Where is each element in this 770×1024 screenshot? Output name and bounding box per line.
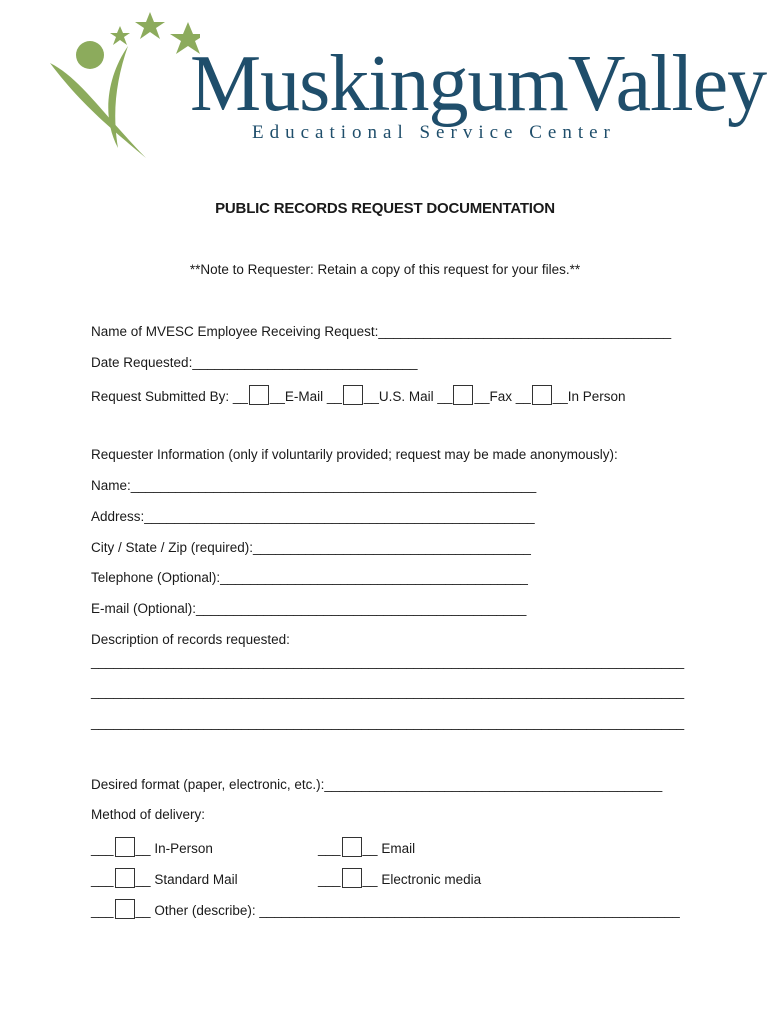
us-mail-checkbox[interactable] <box>343 385 363 405</box>
delivery-electronic-media-checkbox[interactable] <box>342 868 362 888</box>
delivery-electronic-media-label: Electronic media <box>381 872 482 887</box>
submitted-by-label: Request Submitted By: __ <box>91 389 248 404</box>
blank-lead: ___ <box>318 872 341 887</box>
delivery-in-person-row <box>91 837 213 857</box>
delivery-other-checkbox[interactable] <box>115 899 135 919</box>
delivery-electronic-media-row <box>318 868 481 888</box>
blank-tail: __ <box>135 903 151 918</box>
email-option-label: __E-Mail __ <box>269 389 342 404</box>
delivery-standard-mail-label: Standard Mail <box>154 872 238 887</box>
delivery-standard-mail-row <box>91 868 238 888</box>
telephone-field[interactable]: Telephone (Optional):_________________________________________ <box>91 570 528 585</box>
delivery-in-person-checkbox[interactable] <box>115 837 135 857</box>
in-person-option-label: __In Person <box>552 389 626 404</box>
requester-info-heading: Requester Information (only if voluntarily provided; request may be made anonymously): <box>91 447 618 462</box>
us-mail-option-label: __U.S. Mail __ <box>363 389 453 404</box>
address-field[interactable]: Address:____________________________________________________ <box>91 509 535 524</box>
description-line-2[interactable]: _______________________________________________________________________________ <box>91 684 685 699</box>
email-checkbox[interactable] <box>249 385 269 405</box>
delivery-other-row <box>91 899 680 919</box>
delivery-in-person-label: In-Person <box>154 841 213 856</box>
in-person-checkbox[interactable] <box>532 385 552 405</box>
employee-field[interactable]: Name of MVESC Employee Receiving Request:_______________________________________ <box>91 324 672 339</box>
logo-subtitle: Educational Service Center <box>252 122 616 143</box>
document-title: PUBLIC RECORDS REQUEST DOCUMENTATION <box>215 200 555 217</box>
date-requested-field[interactable]: Date Requested:______________________________ <box>91 355 418 370</box>
description-line-1[interactable]: _______________________________________________________________________________ <box>91 654 685 669</box>
logo-wordmark: MuskingumValley <box>190 40 767 128</box>
blank-lead: ___ <box>318 841 341 856</box>
blank-tail: __ <box>362 841 378 856</box>
description-line-3[interactable]: _______________________________________________________________________________ <box>91 715 685 730</box>
delivery-email-label: Email <box>381 841 416 856</box>
blank-tail: __ <box>135 872 151 887</box>
fax-option-label: __Fax __ <box>474 389 531 404</box>
delivery-email-checkbox[interactable] <box>342 837 362 857</box>
description-label: Description of records requested: <box>91 632 290 647</box>
submitted-by-row <box>91 385 626 405</box>
logo-figure-icon <box>40 8 200 168</box>
blank-lead: ___ <box>91 903 114 918</box>
fax-checkbox[interactable] <box>453 385 473 405</box>
organization-logo <box>40 8 767 168</box>
delivery-method-label: Method of delivery: <box>91 807 206 822</box>
email-field[interactable]: E-mail (Optional):____________________________________________ <box>91 601 527 616</box>
delivery-email-row <box>318 837 415 857</box>
blank-lead: ___ <box>91 872 114 887</box>
requester-note: **Note to Requester: Retain a copy of this request for your files.** <box>189 262 581 277</box>
desired-format-field[interactable]: Desired format (paper, electronic, etc.):_____________________________________________ <box>91 777 663 792</box>
name-field[interactable]: Name:______________________________________________________ <box>91 478 537 493</box>
city-state-zip-field[interactable]: City / State / Zip (required):_____________________________________ <box>91 540 531 555</box>
blank-tail: __ <box>362 872 378 887</box>
blank-tail: __ <box>135 841 151 856</box>
delivery-other-field[interactable]: Other (describe): ________________________________________________________ <box>154 903 680 918</box>
delivery-standard-mail-checkbox[interactable] <box>115 868 135 888</box>
blank-lead: ___ <box>91 841 114 856</box>
